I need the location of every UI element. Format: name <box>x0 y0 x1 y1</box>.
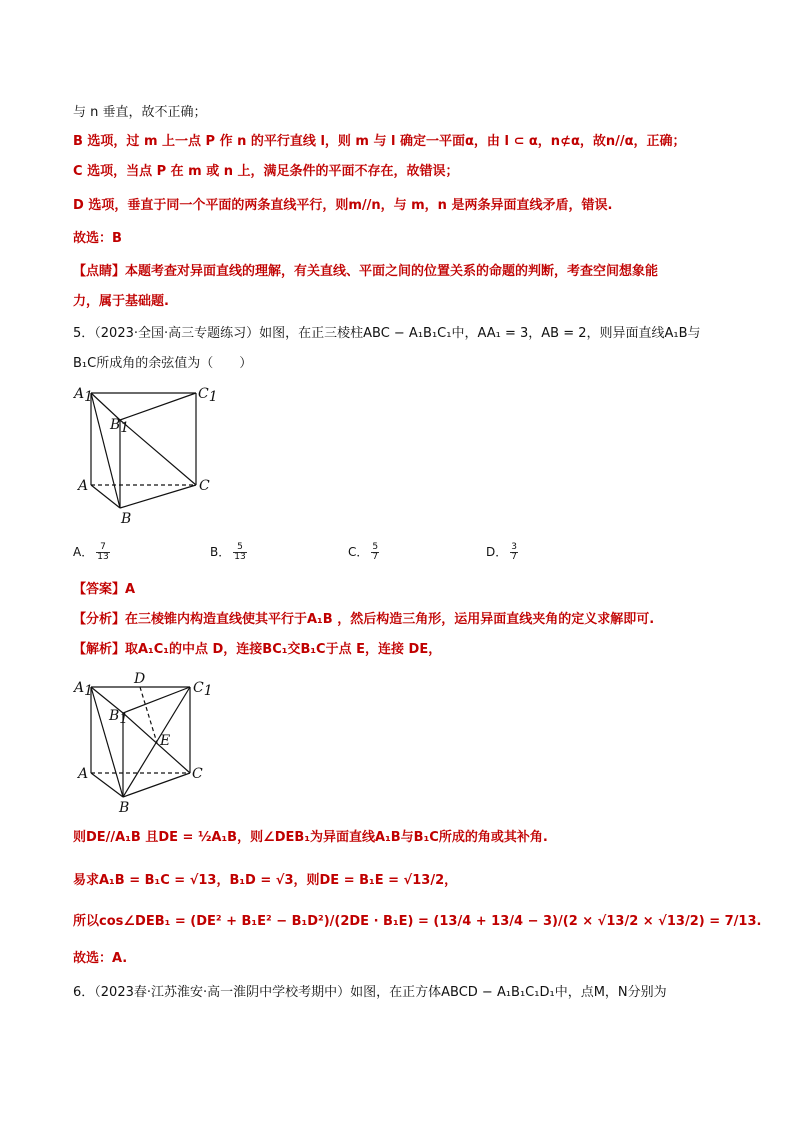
analysis-line: 【分析】在三棱锥内构造直线使其平行于A₁B ，然后构造三角形，运用异面直线夹角的定义求解即可. <box>73 612 655 627</box>
vertex-c: C <box>192 766 203 782</box>
vertex-e: E <box>160 733 171 749</box>
option-d-explanation: D 选项，垂直于同一个平面的两条直线平行，则m//n，与 m，n 是两条异面直线矛盾，错误. <box>73 198 613 213</box>
vertex-a1: A1 <box>74 680 94 699</box>
solution-step-1: 则DE//A₁B 且DE = ½A₁B，则∠DEB₁为异面直线A₁B与B₁C所成的角或其补角. <box>73 830 548 845</box>
answer-line: 【答案】A <box>73 582 136 597</box>
option-b[interactable]: B． $\frac{5}{13}$ <box>210 542 246 562</box>
solution-step-3: 所以cos∠DEB₁ = (DE² + B₁E² − B₁D²)/(2DE · B₁E) = (13/4 + 13/4 − 3)/(2 × √13/2 × √13/2) = 7/13. <box>73 914 762 929</box>
vertex-b: B <box>119 800 130 816</box>
text-line-1: 与 n 垂直，故不正确； <box>73 105 207 120</box>
solution-step-2: 易求A₁B = B₁C = √13，B₁D = √3，则DE = B₁E = √13/2， <box>73 873 458 888</box>
final-choice: 故选：A. <box>73 951 128 966</box>
vertex-a: A <box>78 766 89 782</box>
question-5-line-2: B₁C所成角的余弦值为（ ） <box>73 356 253 371</box>
option-a[interactable]: A． $\frac{7}{13}$ <box>73 542 109 562</box>
prism-figure-1 <box>70 382 230 530</box>
choice-line: 故选：B <box>73 231 122 246</box>
vertex-c1: C1 <box>198 386 218 405</box>
vertex-b1: B1 <box>109 708 129 727</box>
vertex-c: C <box>199 478 210 494</box>
solution-line: 【解析】取A₁C₁的中点 D，连接BC₁交B₁C于点 E，连接 DE， <box>73 642 442 657</box>
vertex-a: A <box>78 478 89 494</box>
prism-figure-2 <box>70 672 230 822</box>
vertex-b1: B1 <box>110 417 130 436</box>
question-5-line-1: 5．（2023·全国·高三专题练习）如图，在正三棱柱ABC − A₁B₁C₁中，AA₁ = 3，AB = 2，则异面直线A₁B与 <box>73 326 701 341</box>
vertex-a1: A1 <box>74 386 94 405</box>
comment-line-2: 力，属于基础题. <box>73 294 169 309</box>
option-b-explanation: B 选项，过 m 上一点 P 作 n 的平行直线 l，则 m 与 l 确定一平面α，由 l ⊂ α，n⊄α，故n//α，正确； <box>73 134 686 149</box>
vertex-c1: C1 <box>193 680 213 699</box>
vertex-b: B <box>121 511 132 527</box>
vertex-d: D <box>134 672 146 687</box>
option-c[interactable]: C． $\frac{5}{7}$ <box>348 542 379 562</box>
question-6-line-1: 6．（2023春·江苏淮安·高一淮阴中学校考期中）如图，在正方体ABCD − A₁B₁C₁D₁中，点M，N分别为 <box>73 985 667 1000</box>
comment-line-1: 【点睛】本题考查对异面直线的理解，有关直线、平面之间的位置关系的命题的判断，考查空间想象能 <box>73 264 659 279</box>
option-c-explanation: C 选项，当点 P 在 m 或 n 上，满足条件的平面不存在，故错误； <box>73 164 459 179</box>
option-d[interactable]: D． $\frac{3}{7}$ <box>486 542 517 562</box>
